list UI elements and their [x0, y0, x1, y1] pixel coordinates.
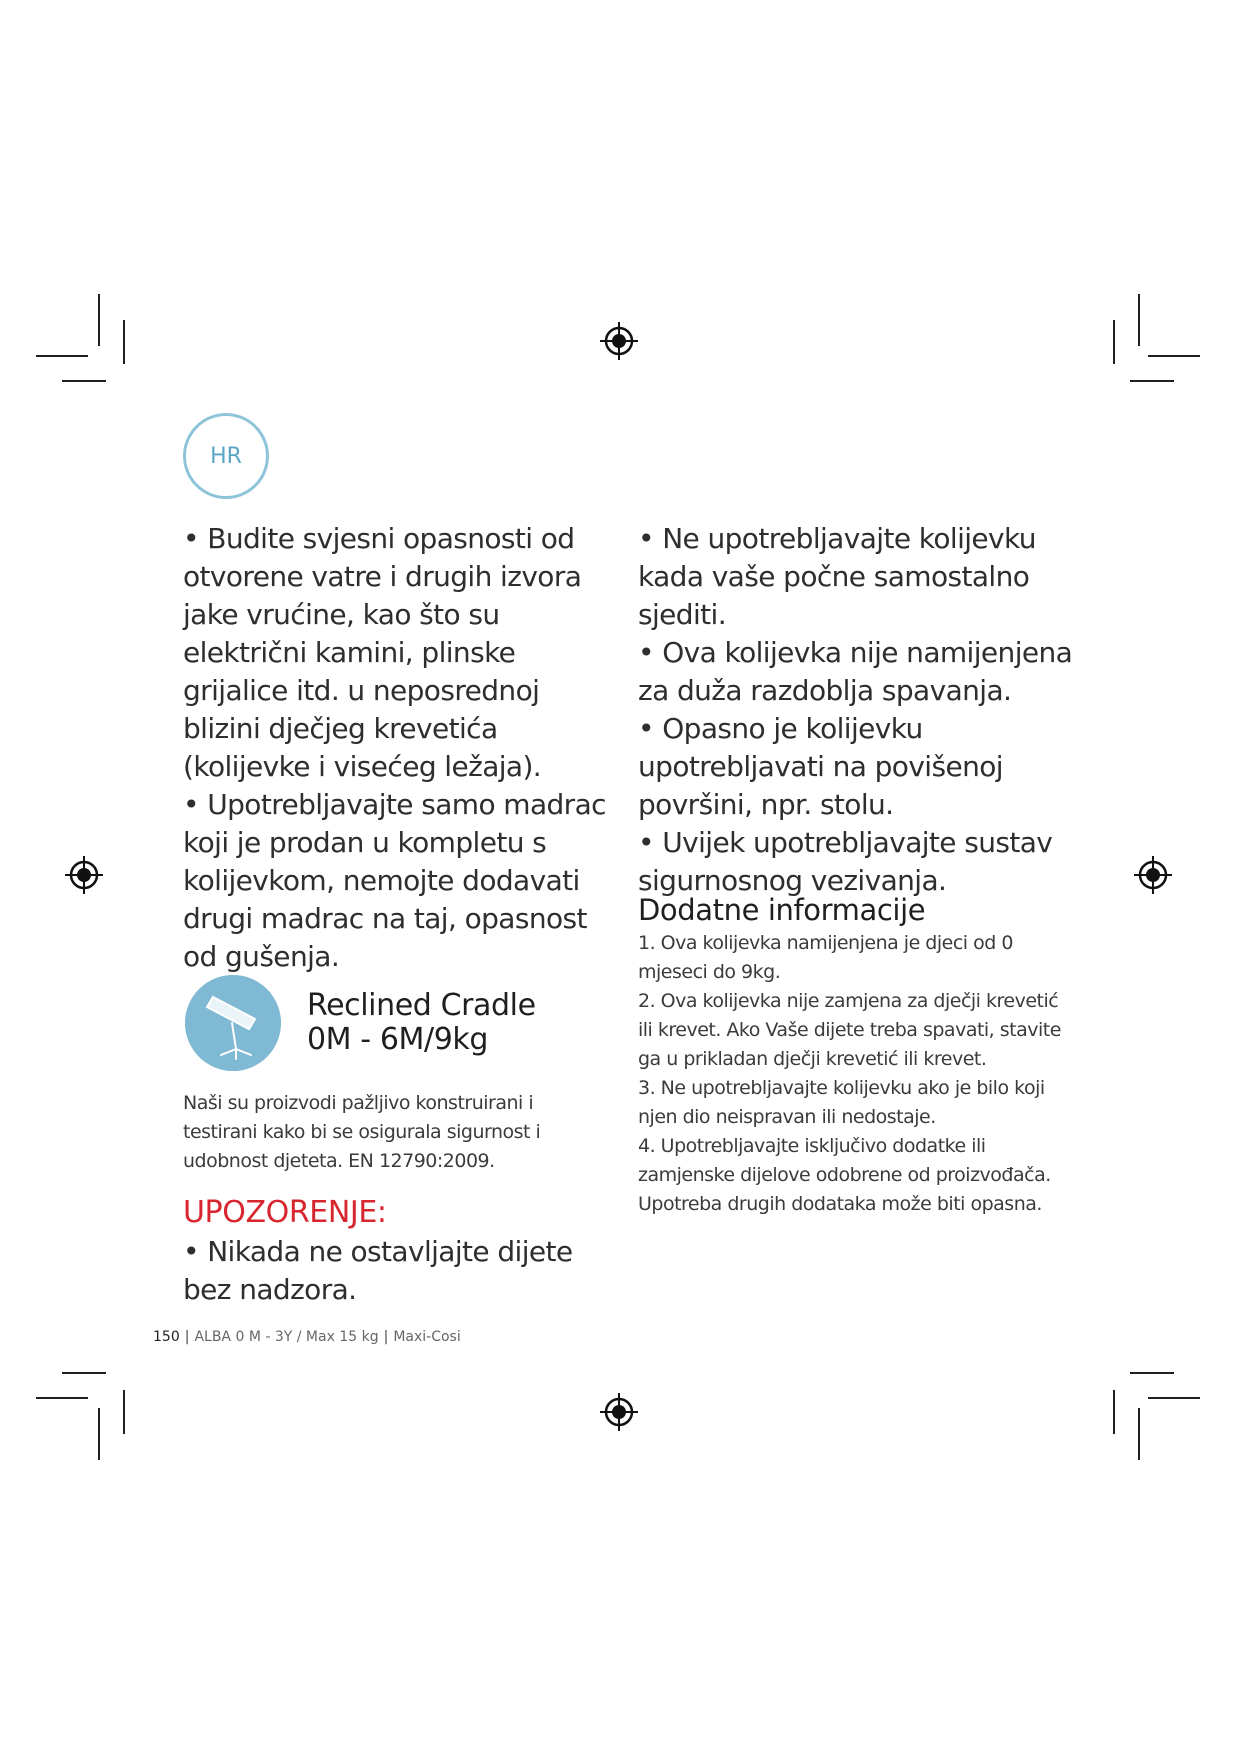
product-title — [307, 989, 536, 1057]
safety-bullet-raised-surface: • Opasno je kolijevku upotrebljavati na povišenoj površini, npr. stolu. — [638, 712, 1003, 821]
crop-mark-bottom-left-v — [123, 1390, 125, 1434]
left-column — [183, 520, 613, 976]
crop-mark-top-left-v2 — [123, 320, 125, 364]
product-block — [185, 975, 625, 1075]
safety-bullet-mattress: • Upotrebljavajte samo madrac koji je prodan u kompletu s kolijevkom, nemojte dodavati drugi madrac na taj, opasnost od gušenja. — [183, 788, 606, 973]
product-title-age: 0M - 6M/9kg — [307, 1022, 489, 1057]
reclined-cradle-icon — [185, 975, 281, 1071]
product-title-name: Reclined Cradle — [307, 988, 536, 1023]
safety-bullet-sitting: • Ne upotrebljavajte kolijevku kada vaše počne samostalno sjediti. — [638, 522, 1036, 631]
warning-title: UPOZORENJE: — [183, 1195, 387, 1230]
warning-bullet-supervision: • Nikada ne ostavljajte dijete bez nadzora. — [183, 1235, 573, 1306]
crop-mark-bottom-right-h2 — [1148, 1397, 1200, 1399]
language-badge-label: HR — [210, 443, 242, 469]
crop-mark-top-right-v — [1138, 294, 1140, 346]
registration-mark-icon-right — [1133, 855, 1173, 895]
registration-mark-icon-bottom — [599, 1392, 639, 1432]
registration-mark-icon-top — [599, 321, 639, 361]
crop-mark-bottom-right-h — [1130, 1372, 1174, 1374]
footer-separator: | — [184, 1329, 190, 1345]
language-badge — [183, 413, 269, 499]
crop-mark-bottom-left-v2 — [98, 1408, 100, 1460]
crop-mark-bottom-right-v2 — [1138, 1408, 1140, 1460]
crop-mark-top-left-h2 — [62, 380, 106, 382]
safety-bullet-sleep-duration: • Ova kolijevka nije namijenjena za duža razdoblja spavanja. — [638, 636, 1073, 707]
crop-mark-top-right-h — [1148, 355, 1200, 357]
footer-separator: | — [383, 1329, 389, 1345]
crop-mark-top-left-v — [98, 294, 100, 346]
warning-body — [183, 1233, 613, 1309]
crop-mark-top-right-v2 — [1113, 320, 1115, 364]
additional-info-title: Dodatne informacije — [638, 893, 926, 927]
safety-bullet-open-fire: • Budite svjesni opasnosti od otvorene vatre i drugih izvora jake vrućine, kao što su električni kamini, plinske grijalice itd. u neposrednoj blizini dječjeg krevetića (kolijevke i visećeg ležaja). — [183, 522, 582, 783]
footer-product-name: ALBA 0 M - 3Y / Max 15 kg — [194, 1329, 379, 1345]
crop-mark-bottom-left-h — [62, 1372, 106, 1374]
additional-info-item: 3. Ne upotrebljavajte kolijevku ako je bilo koji njen dio neispravan ili nedostaje. — [638, 1077, 1045, 1128]
right-column — [638, 520, 1078, 900]
page-number: 150 — [153, 1329, 180, 1345]
additional-info-item: 4. Upotrebljavajte isključivo dodatke ili zamjenske dijelove odobrene od proizvođača. Upotreba drugih dodataka može biti opasna. — [638, 1135, 1051, 1215]
crop-mark-bottom-left-h2 — [36, 1397, 88, 1399]
additional-info-item: 1. Ova kolijevka namijenjena je djeci od 0 mjeseci do 9kg. — [638, 932, 1013, 983]
product-description: Naši su proizvodi pažljivo konstruirani i testirani kako bi se osigurala sigurnost i udobnost djeteta. EN 12790:2009. — [183, 1092, 541, 1172]
crop-mark-bottom-right-v — [1113, 1390, 1115, 1434]
additional-info-list — [638, 929, 1078, 1219]
additional-info-item: 2. Ova kolijevka nije zamjena za dječji krevetić ili krevet. Ako Vaše dijete treba spavati, stavite ga u prikladan dječji krevetić ili krevet. — [638, 990, 1061, 1070]
crop-mark-top-right-h2 — [1130, 380, 1174, 382]
safety-bullet-harness: • Uvijek upotrebljavajte sustav sigurnosnog vezivanja. — [638, 826, 1053, 897]
registration-mark-icon-left — [64, 855, 104, 895]
crop-mark-top-left-h — [36, 355, 88, 357]
footer-brand: Maxi-Cosi — [393, 1329, 461, 1345]
page-footer — [153, 1327, 461, 1347]
